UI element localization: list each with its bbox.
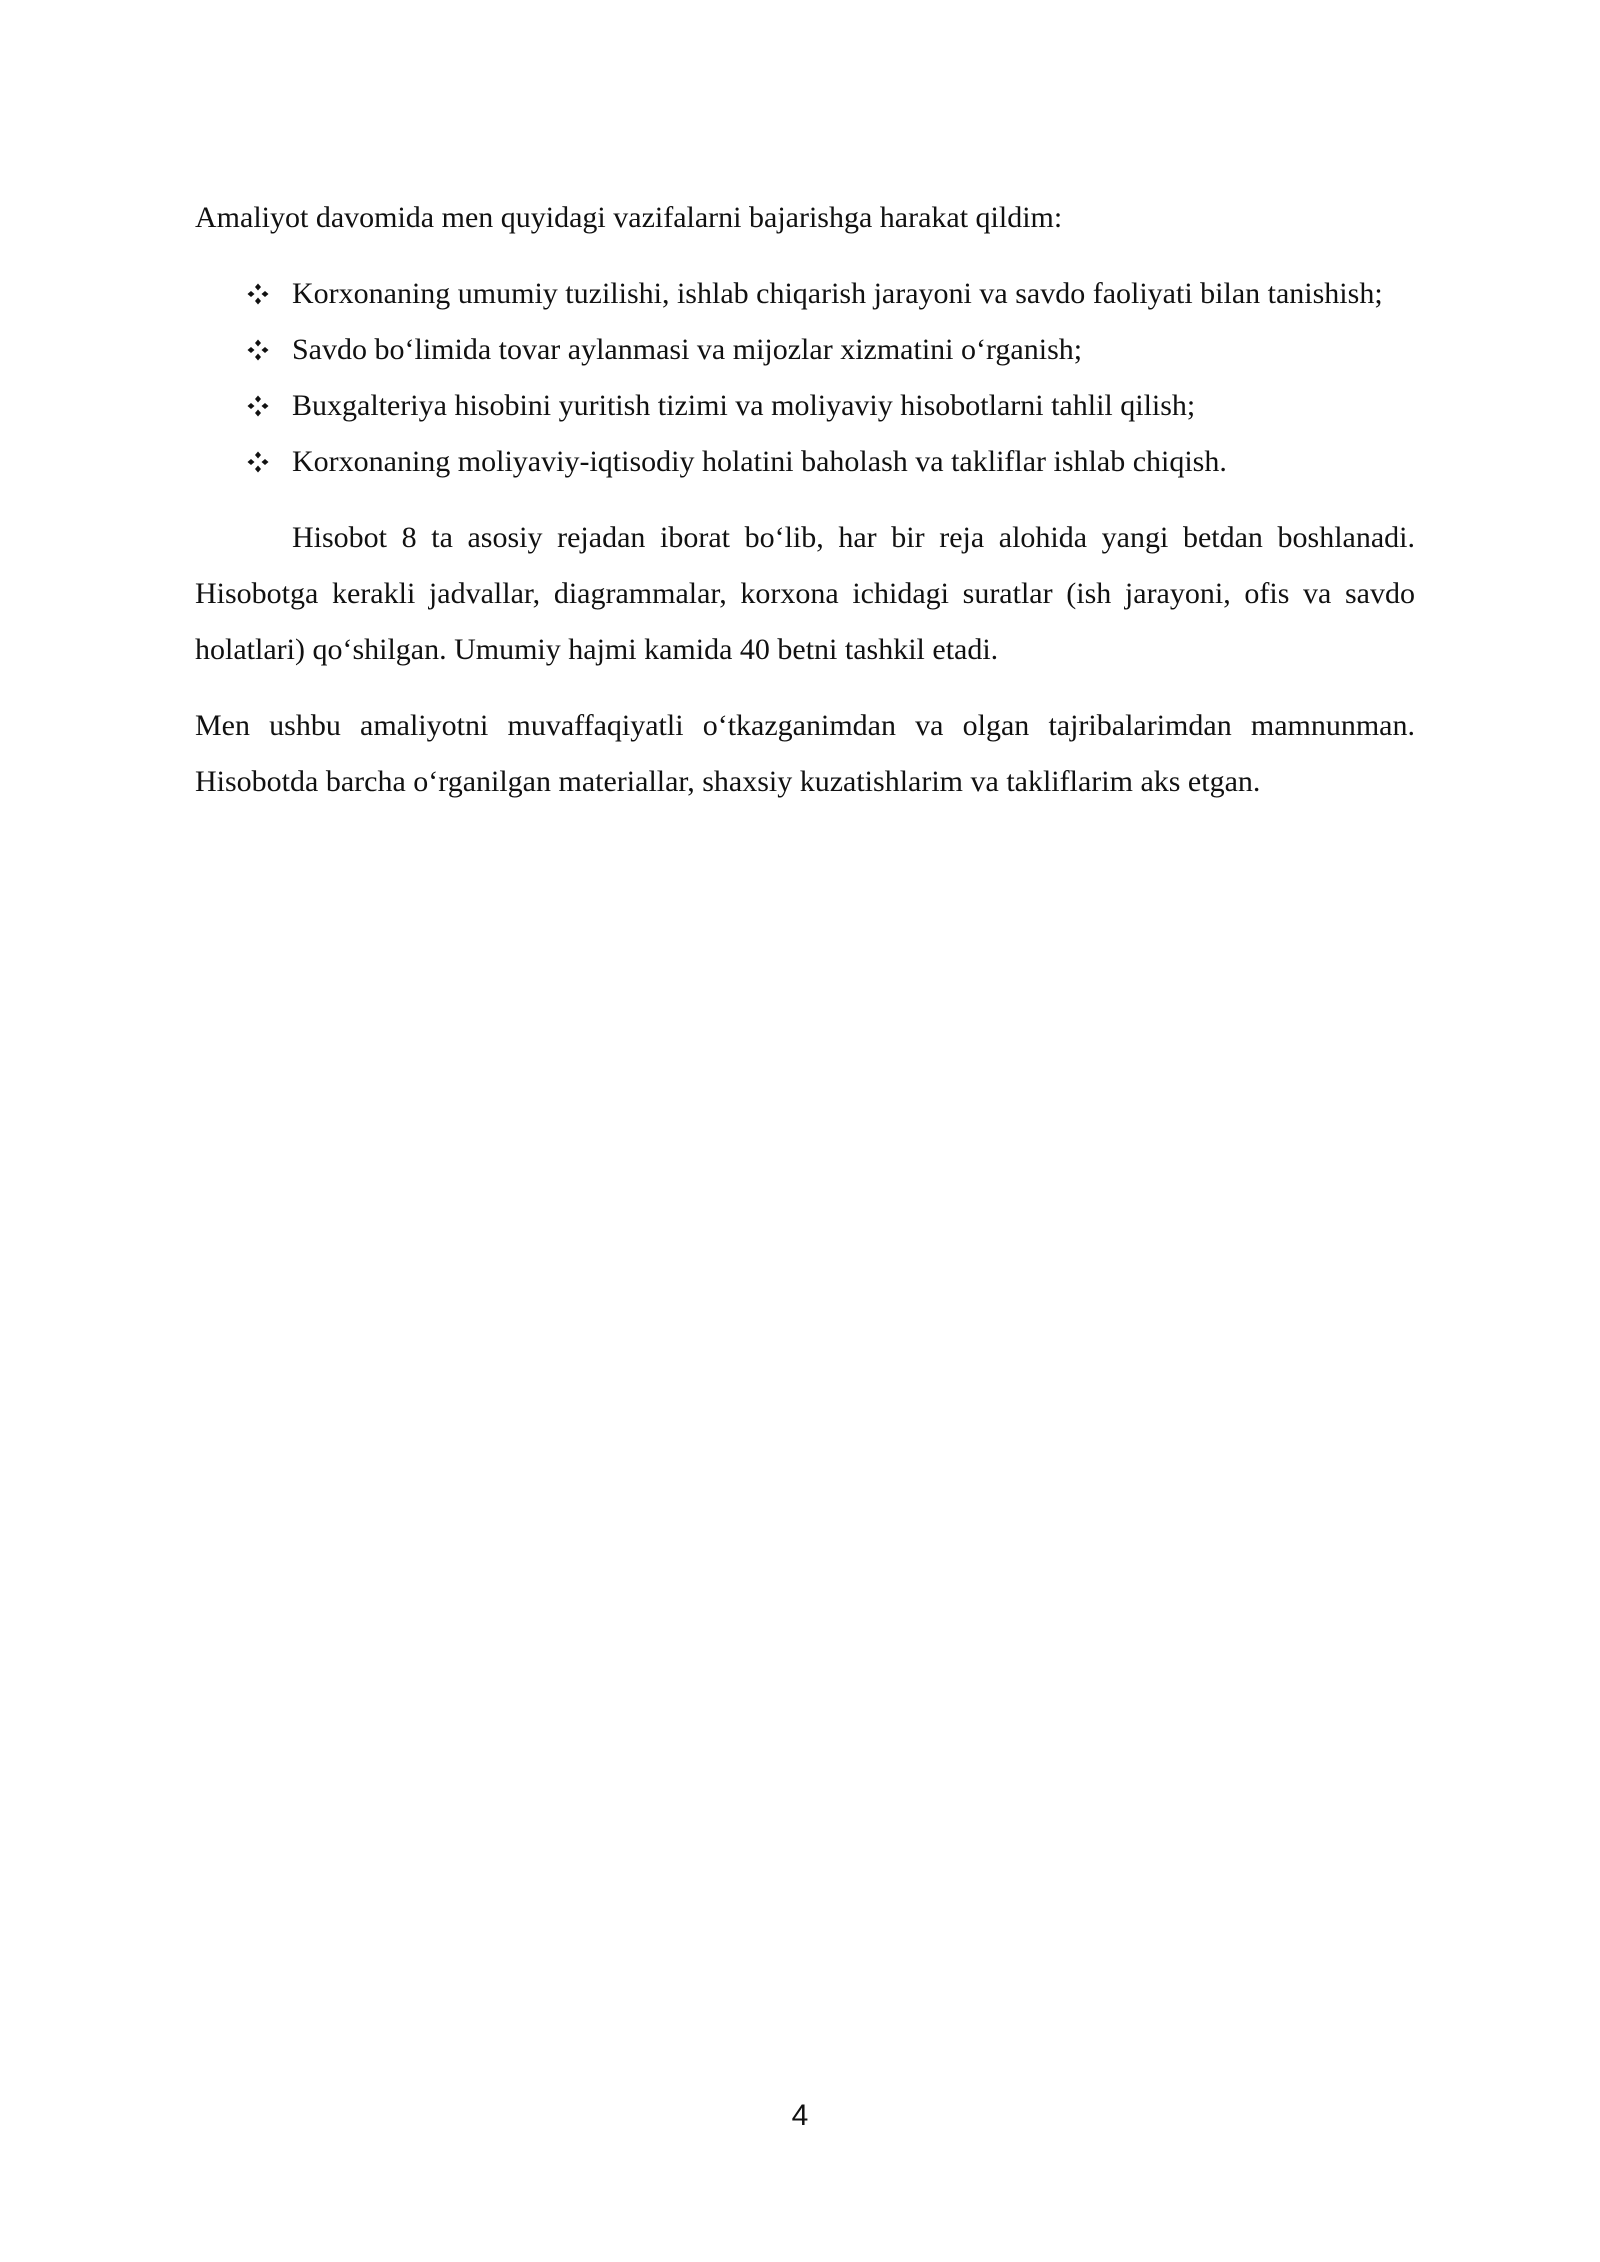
task-list [195, 266, 1415, 490]
diamond-bullet-icon [245, 322, 271, 378]
task-text: Korxonaning umumiy tuzilishi, ishlab chiqarish jarayoni va savdo faoliyati bilan tanishish; [292, 277, 1383, 310]
task-text: Buxgalteriya hisobini yuritish tizimi va moliyaviy hisobotlarni tahlil qilish; [292, 389, 1196, 422]
conclusion-paragraph: Men ushbu amaliyotni muvaffaqiyatli o‘tkazganimdan va olgan tajribalarimdan mamnunman. Hisobotda barcha o‘rganilgan materiallar, shaxsiy kuzatishlarim va takliflarim aks etgan. [195, 709, 1415, 798]
intro-text: Amaliyot davomida men quyidagi vazifalarni bajarishga harakat qildim: [195, 201, 1063, 234]
diamond-bullet-icon [245, 266, 271, 322]
list-item [195, 434, 1415, 490]
list-item [195, 322, 1415, 378]
list-item [195, 266, 1415, 322]
diamond-bullet-icon [245, 434, 271, 490]
diamond-bullet-icon [245, 378, 271, 434]
task-text: Korxonaning moliyaviy-iqtisodiy holatini baholash va takliflar ishlab chiqish. [292, 445, 1227, 478]
list-item [195, 378, 1415, 434]
task-text: Savdo bo‘limida tovar aylanmasi va mijozlar xizmatini o‘rganish; [292, 333, 1083, 366]
page-number: 4 [791, 2099, 809, 2132]
document-body [195, 190, 1415, 830]
report-structure-paragraph: Hisobot 8 ta asosiy rejadan iborat bo‘lib, har bir reja alohida yangi betdan boshlanadi. Hisobotga kerakli jadvallar, diagrammalar, korxona ichidagi suratlar (ish jarayoni, ofis va savdo holatlari) qo‘shilgan. Umumiy hajmi kamida 40 betni tashkil etadi. [195, 521, 1415, 666]
